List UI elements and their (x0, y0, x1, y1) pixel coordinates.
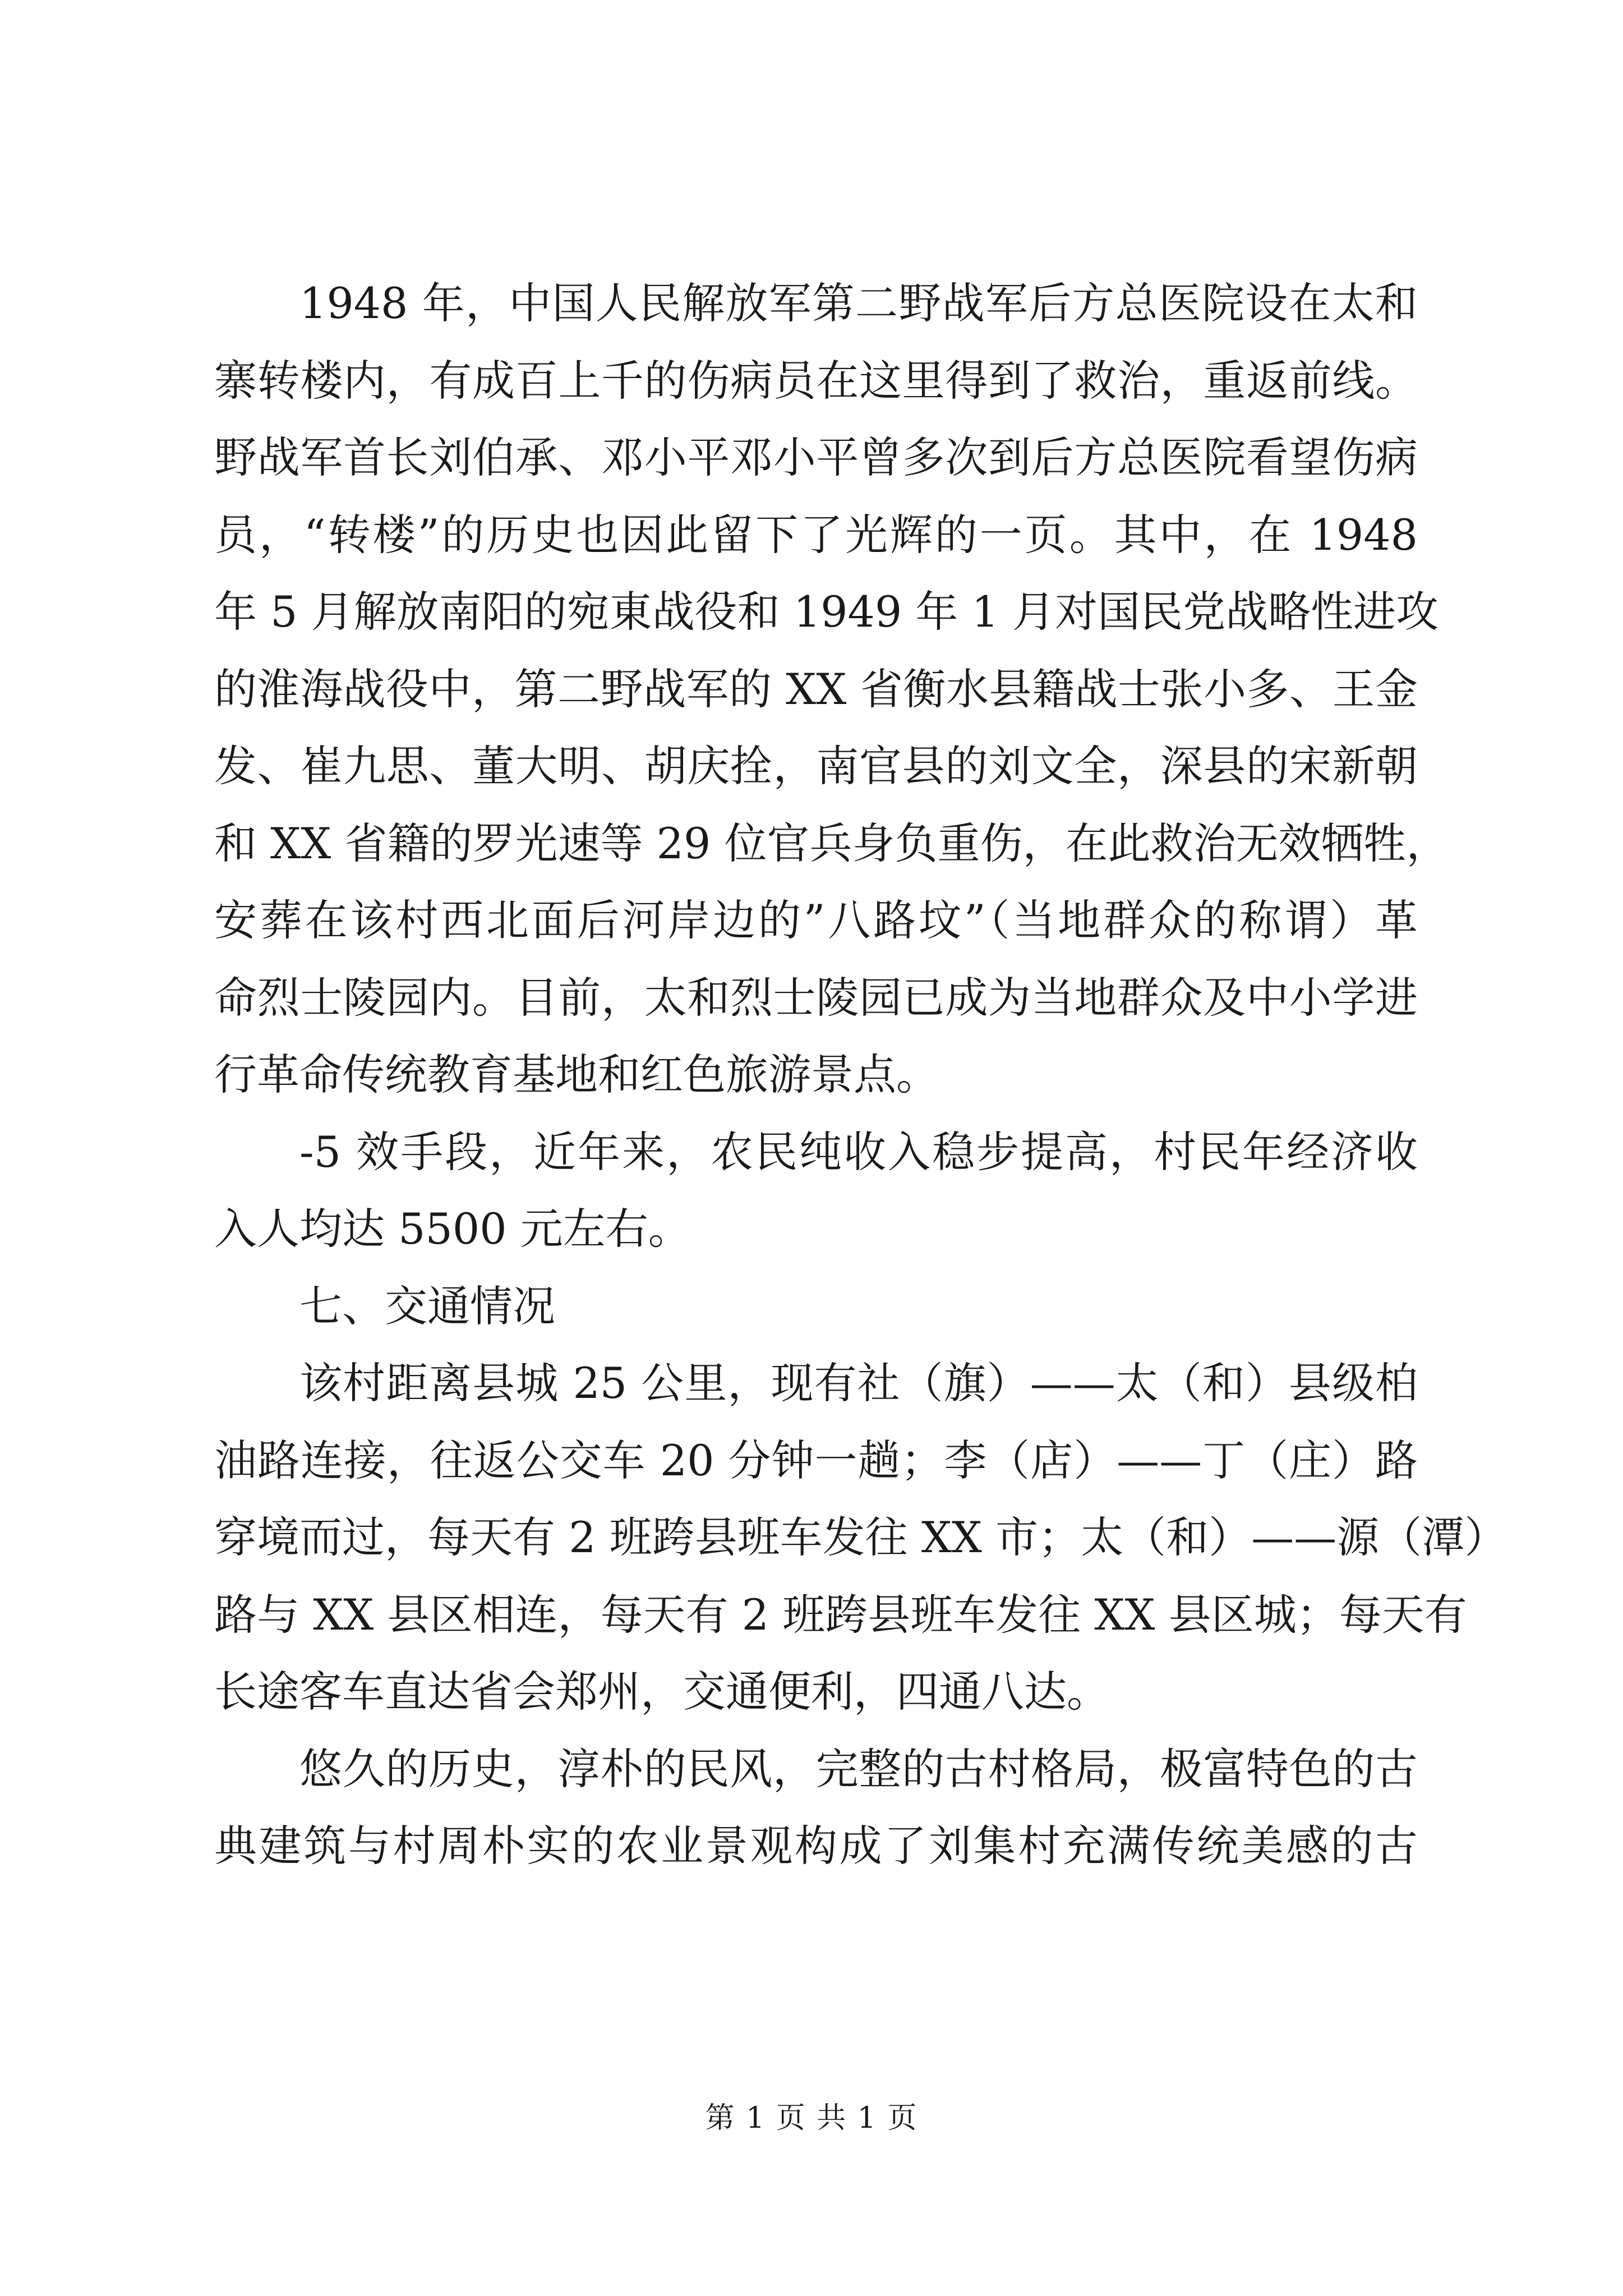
text-line: 行革命传统教育基地和红色旅游景点。 (214, 1050, 939, 1099)
document-body (214, 265, 1507, 1885)
text-line: 典建筑与村周朴实的农业景观构成了刘集村充满传统美感的古 (214, 1821, 1418, 1871)
text-line: 员，“转楼”的历史也因此留下了光辉的一页。其中，在 1948 (214, 509, 1418, 560)
text-line: -5 效手段，近年来，农民纯收入稳步提高，村民年经济收 (299, 1126, 1418, 1177)
text-line: 穿境而过，每天有 2 班跨县班车发往 XX 市；太（和）——源（潭） (214, 1512, 1507, 1562)
paragraph-income (214, 1114, 1418, 1268)
text-line: 油路连接，往返公交车 20 分钟一趟；李（店）——丁（庄）路 (214, 1435, 1418, 1485)
text-line: 寨转楼内，有成百上千的伤病员在这里得到了救治，重返前线。 (214, 355, 1418, 406)
paragraph-summary (214, 1731, 1418, 1885)
text-line: 野战军首长刘伯承、邓小平邓小平曾多次到后方总医院看望伤病 (214, 432, 1418, 482)
section-heading-transport (214, 1268, 1418, 1345)
section-heading: 七、交通情况 (299, 1281, 555, 1331)
text-line: 命烈士陵园内。目前，太和烈士陵园已成为当地群众及中小学进 (214, 972, 1418, 1023)
text-line: 长途客车直达省会郑州，交通便利，四通八达。 (214, 1667, 1109, 1717)
text-line: 1948 年，中国人民解放军第二野战军后方总医院设在太和 (299, 278, 1418, 328)
text-line: 路与 XX 县区相连，每天有 2 班跨县班车发往 XX 县区城；每天有 (214, 1589, 1467, 1640)
text-line: 的淮海战役中，第二野战军的 XX 省衡水县籍战士张小多、王金 (214, 664, 1418, 714)
text-line: 发、崔九思、董大明、胡庆拴，南官县的刘文全，深县的宋新朝 (214, 741, 1418, 791)
text-line: 该村距离县城 25 公里，现有社（旗）——太（和）县级柏 (299, 1358, 1418, 1408)
page-footer: 第 1 页 共 1 页 (705, 2101, 918, 2135)
text-line: 和 XX 省籍的罗光速等 29 位官兵身负重伤，在此救治无效牺牲， (214, 818, 1449, 868)
text-line: 安葬在该村西北面后河岸边的”八路坟”（当地群众的称谓）革 (214, 895, 1418, 945)
text-line: 入人均达 5500 元左右。 (214, 1204, 691, 1254)
paragraph-history (214, 265, 1449, 1114)
text-line: 年 5 月解放南阳的宛東战役和 1949 年 1 月对国民党战略性进攻 (214, 587, 1439, 637)
text-line: 悠久的历史，淳朴的民风，完整的古村格局，极富特色的古 (299, 1743, 1418, 1794)
paragraph-transport (214, 1345, 1507, 1731)
